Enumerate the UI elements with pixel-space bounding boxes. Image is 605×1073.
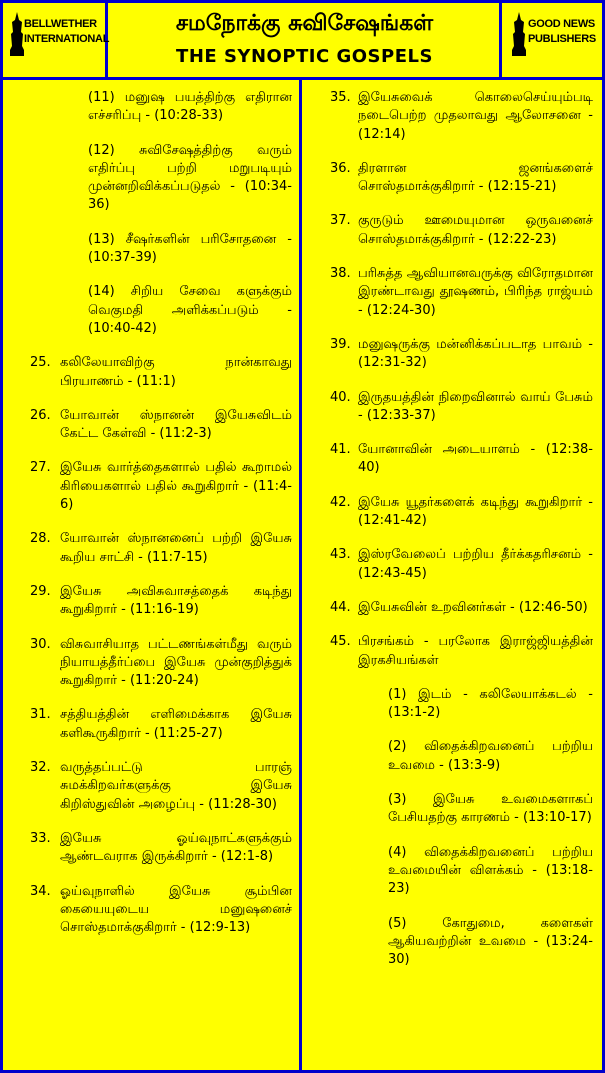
- list-item: [30, 459, 292, 514]
- right-column: [330, 89, 593, 1067]
- entry-number: 42.: [330, 494, 351, 510]
- entry-text: யோவான் ஸ்நானன் இயேசுவிடம் கேட்ட கேள்வி - (11:2-3): [60, 407, 292, 442]
- logo-left-line1: BELLWETHER: [24, 18, 97, 30]
- entry-number: 31.: [30, 707, 51, 723]
- entry-number: 30.: [30, 636, 51, 652]
- entry-text: இயேசு ஓய்வுநாட்களுக்கும் ஆண்டவராக இருக்கிறார் - (12:1-8): [60, 830, 292, 865]
- entry-text: கலிலேயாவிற்கு நான்காவது பிரயாணம் - (11:1): [60, 355, 292, 389]
- list-item: [30, 530, 292, 567]
- sub-item: (13) சீஷர்களின் பரிசோதனை - (10:37-39): [88, 231, 292, 266]
- sub-item: (12) சுவிசேஷத்திற்கு வரும் எதிர்ப்பு பற்றி மறுபடியும் முன்னறிவிக்கப்படுதல் - (10:34-36): [88, 142, 292, 213]
- list-item: [330, 389, 593, 426]
- list-item: [330, 160, 593, 197]
- logo-right-line2: PUBLISHERS: [528, 33, 596, 45]
- entry-number: 29.: [30, 583, 51, 599]
- title-area: [110, 0, 499, 77]
- list-item: [30, 706, 292, 743]
- sub-item: (3) இயேசு உவமைகளாகப் பேசியதற்கு காரணம் - (13:10-17): [388, 792, 593, 826]
- entry-text: யோனாவின் அடையாளம் - (12:38-40): [358, 442, 593, 476]
- entry-number: 27.: [30, 460, 51, 476]
- entry-number: 28.: [30, 531, 51, 547]
- entry-number: 25.: [30, 355, 51, 371]
- entry-text: மனுஷருக்கு மன்னிக்கப்படாத பாவம் - (12:31-32): [358, 336, 593, 371]
- entry-text: இயேசு யூதர்களைக் கடிந்து கூறுகிறார் - (12:41-42): [358, 494, 593, 529]
- logo-right-line1: GOOD NEWS: [528, 18, 595, 30]
- bellwether-logo[interactable]: [0, 0, 108, 77]
- entry-text: யோவான் ஸ்நானனைப் பற்றி இயேசு கூறிய சாட்சி - (11:7-15): [60, 531, 292, 565]
- entry-number: 37.: [330, 213, 351, 229]
- entry-text: இருதயத்தின் நிறைவினால் வாய் பேசும் - (12:33-37): [358, 389, 593, 423]
- entry-text: இயேசு வார்த்தைகளால் பதில் கூறாமல் கிரியைகளால் பதில் கூறுகிறார் - (11:4-6): [60, 460, 292, 513]
- list-item: [330, 336, 593, 373]
- entry-number: 44.: [330, 599, 351, 615]
- list-item: [30, 759, 292, 814]
- entry-number: 39.: [330, 336, 351, 352]
- list-item: [330, 89, 593, 144]
- page-title-english: THE SYNOPTIC GOSPELS: [176, 46, 433, 67]
- list-item: [330, 633, 593, 670]
- entry-text: திரளான ஜனங்களைச் சொஸ்தமாக்குகிறார் - (12:15-21): [358, 160, 593, 195]
- entry-text: பரிசுத்த ஆவியானவருக்கு விரோதமான இரண்டாவது தூஷணம், பிரிந்த ராஜ்யம் - (12:24-30): [358, 266, 593, 318]
- left-column: [30, 89, 292, 1067]
- page-title-tamil: சமநோக்கு சுவிசேஷங்கள்: [175, 11, 434, 36]
- entry-number: 26.: [30, 407, 51, 423]
- tower-icon: [512, 12, 526, 56]
- logo-left-line2: INTERNATIONAL: [24, 33, 110, 45]
- list-item: [330, 212, 593, 249]
- entry-text: வருத்தப்பட்டு பாரஞ் சுமக்கிறவர்களுக்கு இயேசு கிறிஸ்துவின் அழைப்பு - (11:28-30): [60, 760, 292, 812]
- sub-item: (14) சிறிய சேவை களுக்கும் வெகுமதி அளிக்கப்படும் - (10:40-42): [88, 284, 292, 336]
- sub-item: (5) கோதுமை, களைகள் ஆகியவற்றின் உவமை - (13:24-30): [388, 915, 593, 968]
- entry-text: விசுவாசியாத பட்டணங்கள்மீது வரும் நியாயத்தீர்ப்பை இயேசு முன்குறித்துக் கூறுகிறார் - (11:20-24): [60, 636, 292, 689]
- tower-icon: [10, 12, 24, 56]
- entry-text: ஓய்வுநாளில் இயேசு சூம்பின கையையுடைய மனுஷனைச் சொஸ்தமாக்குகிறார் - (12:9-13): [60, 883, 292, 936]
- entry-number: 38.: [330, 266, 351, 282]
- list-item: [330, 546, 593, 583]
- list-item: [30, 883, 292, 938]
- entry-text: பிரசங்கம் - பரலோக இராஜ்ஜியத்தின் இரகசியங்கள்: [358, 634, 593, 668]
- entry-text: இஸ்ரவேலைப் பற்றிய தீர்க்கதரிசனம் - (12:43-45): [358, 547, 593, 581]
- sub-item: (1) இடம் - கலிலேயாக்கடல் - (13:1-2): [388, 686, 593, 721]
- list-item: [30, 830, 292, 867]
- list-item: [330, 441, 593, 478]
- list-item: [30, 583, 292, 620]
- entry-number: 32.: [30, 760, 51, 776]
- entry-text: இயேசு அவிசுவாசத்தைக் கடிந்து கூறுகிறார் - (11:16-19): [60, 583, 292, 618]
- entry-number: 34.: [30, 883, 51, 899]
- sub-item: (4) விதைக்கிறவனைப் பற்றிய உவமையின் விளக்கம் - (13:18-23): [388, 844, 593, 897]
- entry-text: இயேசுவைக் கொலைசெய்யும்படி நடைபெற்ற முதலாவது ஆலோசனை - (12:14): [358, 90, 593, 142]
- entry-number: 35.: [330, 90, 351, 105]
- list-item: [30, 354, 292, 391]
- entry-text: குருடும் ஊமையுமான ஒருவனைச் சொஸ்தமாக்குகிறார் - (12:22-23): [358, 213, 593, 247]
- entry-number: 36.: [330, 160, 351, 176]
- entry-number: 43.: [330, 547, 351, 563]
- good-news-logo[interactable]: [499, 0, 605, 77]
- sub-item: (2) விதைக்கிறவனைப் பற்றிய உவமை - (13:3-9): [388, 739, 593, 773]
- page-header: [0, 0, 605, 80]
- entry-number: 41.: [330, 442, 351, 458]
- entry-number: 45.: [330, 634, 351, 650]
- list-item: [330, 494, 593, 531]
- column-divider: [299, 80, 302, 1073]
- entry-number: 33.: [30, 830, 51, 846]
- list-item: [330, 265, 593, 320]
- list-item: [330, 599, 593, 617]
- list-item: [30, 407, 292, 444]
- list-item: [30, 636, 292, 691]
- entry-text: சத்தியத்தின் எளிமைக்காக இயேசு களிகூருகிறார் - (11:25-27): [60, 707, 292, 741]
- sub-item: (11) மனுஷ பயத்திற்கு எதிரான எச்சரிப்பு - (10:28-33): [88, 90, 292, 124]
- entry-text: இயேசுவின் உறவினர்கள் - (12:46-50): [358, 599, 588, 615]
- entry-number: 40.: [330, 389, 351, 405]
